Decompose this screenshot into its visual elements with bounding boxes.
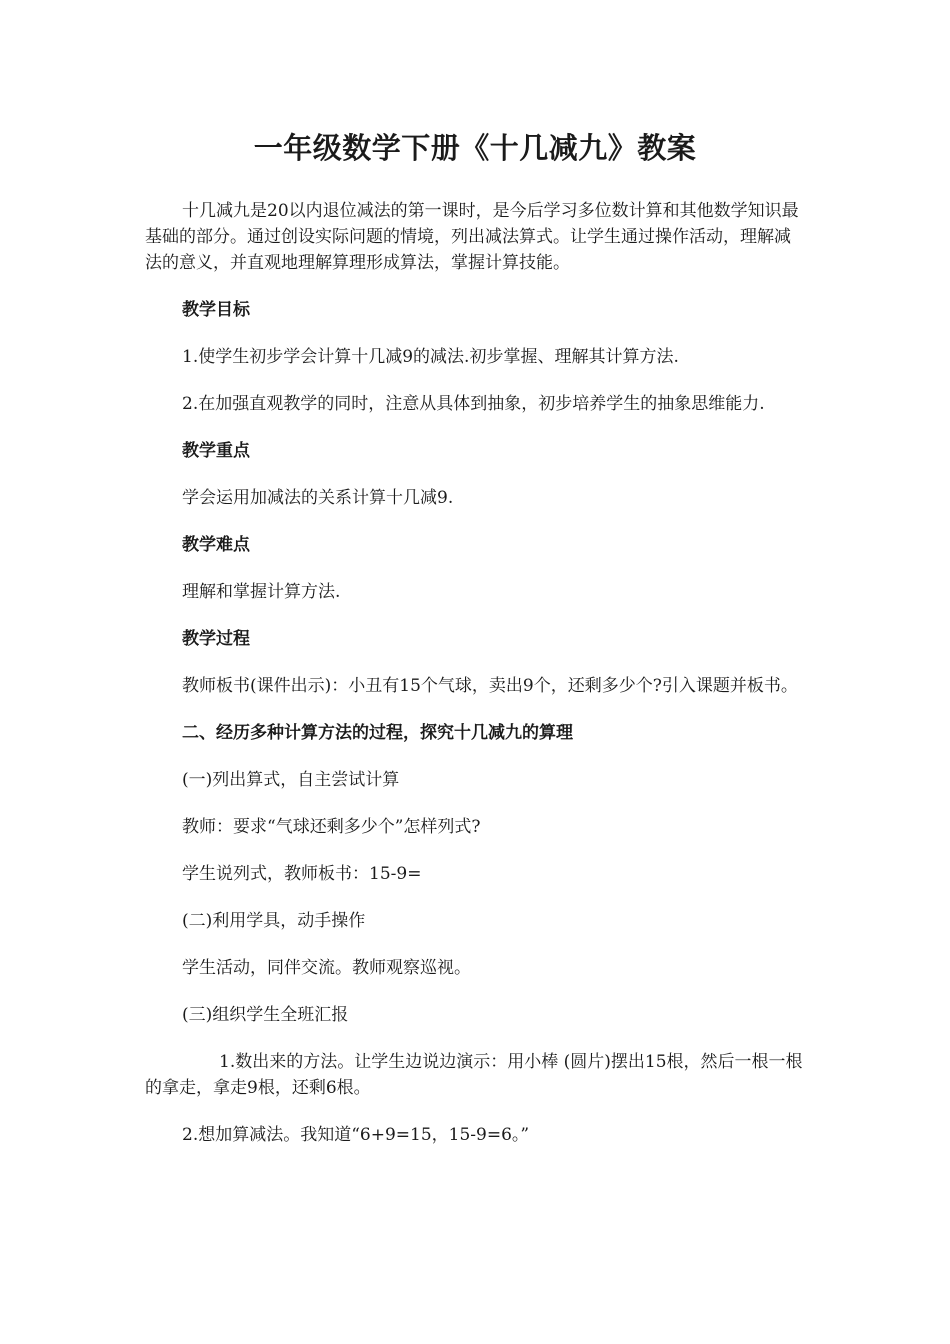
teacher-question: 教师：要求“气球还剩多少个”怎样列式? <box>182 817 481 837</box>
student-formula: 学生说列式，教师板书：15-9= <box>182 864 422 884</box>
key-points-heading: 教学重点 <box>182 441 250 461</box>
section-2-heading: 二、经历多种计算方法的过程，探究十几减九的算理 <box>182 723 573 743</box>
document-page <box>145 128 805 1148</box>
process-heading: 教学过程 <box>182 629 250 649</box>
method-2: 2.想加算减法。我知道“6+9=15，15-9=6。” <box>182 1125 530 1145</box>
key-points-text: 学会运用加减法的关系计算十几减9. <box>182 488 454 508</box>
goal-item-2: 2.在加强直观教学的同时，注意从具体到抽象，初步培养学生的抽象思维能力. <box>182 394 765 414</box>
student-activity: 学生活动，同伴交流。教师观察巡视。 <box>182 958 471 978</box>
process-intro: 教师板书(课件出示)：小丑有15个气球，卖出9个，还剩多少个?引入课题并板书。 <box>182 676 798 696</box>
goal-item-1: 1.使学生初步学会计算十几减9的减法.初步掌握、理解其计算方法. <box>182 347 679 367</box>
difficulty-text: 理解和掌握计算方法. <box>182 582 341 602</box>
difficulty-heading: 教学难点 <box>182 535 250 555</box>
step-2: (二)利用学具，动手操作 <box>182 911 366 931</box>
step-3: (三)组织学生全班汇报 <box>182 1005 349 1025</box>
document-title: 一年级数学下册《十几减九》教案 <box>253 131 697 165</box>
intro-paragraph: 十几减九是20以内退位减法的第一课时，是今后学习多位数计算和其他数学知识最基础的部分。通过创设实际问题的情境，列出减法算式。让学生通过操作活动，理解减法的意义，并直观地理解算理形成算法，掌握计算技能。 <box>145 201 799 273</box>
method-1: 1.数出来的方法。让学生边说边演示：用小棒 (圆片)摆出15根，然后一根一根的拿走，拿走9根，还剩6根。 <box>145 1052 803 1098</box>
goals-heading: 教学目标 <box>182 300 250 320</box>
step-1: (一)列出算式，自主尝试计算 <box>182 770 400 790</box>
